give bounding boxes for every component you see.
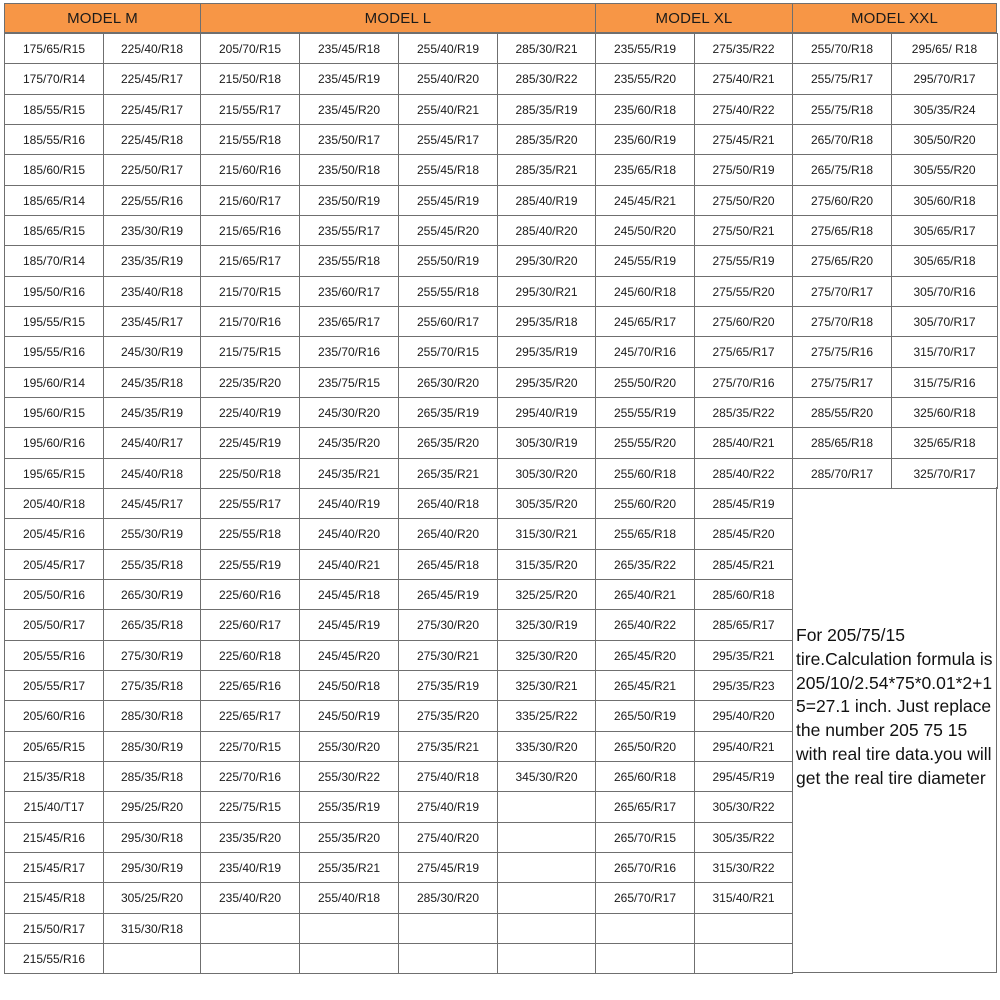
size-cell: 245/60/R18: [595, 276, 695, 307]
size-cell: 205/50/R17: [4, 609, 104, 641]
size-cell: 305/25/R20: [103, 882, 201, 914]
size-cell: 285/30/R18: [103, 700, 201, 732]
size-cell: 275/65/R17: [694, 336, 793, 368]
size-cell: 285/35/R20: [497, 124, 596, 155]
size-cell: 275/65/R18: [792, 215, 892, 246]
size-cell: 215/50/R18: [200, 63, 300, 95]
size-cell: 265/70/R17: [595, 882, 695, 914]
size-cell: 295/40/R19: [497, 397, 596, 428]
size-cell: 185/60/R15: [4, 154, 104, 186]
size-cell: 245/45/R18: [299, 579, 399, 610]
size-cell: 295/35/R21: [694, 640, 793, 671]
size-cell: 315/75/R16: [891, 367, 998, 398]
size-cell: 305/60/R18: [891, 185, 998, 216]
size-cell: 295/35/R18: [497, 306, 596, 337]
size-cell: 295/30/R18: [103, 822, 201, 853]
size-cell: 295/65/ R18: [891, 33, 998, 64]
size-cell: 235/75/R15: [299, 367, 399, 398]
size-cell: 225/35/R20: [200, 367, 300, 398]
size-cell: [694, 943, 793, 974]
size-cell: 285/35/R22: [694, 397, 793, 428]
size-cell: 285/70/R17: [792, 458, 892, 489]
size-cell: [497, 943, 596, 974]
size-cell: 295/30/R21: [497, 276, 596, 307]
size-cell: 245/50/R20: [595, 215, 695, 246]
size-cell: 295/35/R23: [694, 670, 793, 701]
size-cell: 215/45/R17: [4, 852, 104, 883]
size-cell: 235/60/R19: [595, 124, 695, 155]
size-cell: 285/40/R20: [497, 215, 596, 246]
size-cell: 225/70/R16: [200, 761, 300, 792]
size-cell: 275/75/R17: [792, 367, 892, 398]
size-cell: 255/35/R19: [299, 791, 399, 823]
size-cell: 265/40/R21: [595, 579, 695, 610]
size-cell: 235/55/R20: [595, 63, 695, 95]
size-cell: 295/30/R20: [497, 245, 596, 277]
size-cell: 275/70/R16: [694, 367, 793, 398]
size-cell: 275/30/R21: [398, 640, 498, 671]
size-cell: 225/50/R17: [103, 154, 201, 186]
header-model-m: MODEL M: [4, 3, 201, 33]
size-cell: 235/45/R18: [299, 33, 399, 64]
size-cell: 225/50/R18: [200, 458, 300, 489]
size-cell: 275/30/R20: [398, 609, 498, 641]
size-cell: 215/75/R15: [200, 336, 300, 368]
size-cell: 295/30/R19: [103, 852, 201, 883]
size-cell: 285/35/R19: [497, 94, 596, 125]
size-cell: 225/65/R17: [200, 700, 300, 732]
size-cell: 315/30/R18: [103, 913, 201, 944]
size-cell: 255/65/R18: [595, 518, 695, 550]
size-cell: 245/30/R20: [299, 397, 399, 428]
size-cell: 255/35/R18: [103, 549, 201, 580]
size-cell: 245/35/R19: [103, 397, 201, 428]
size-cell: 245/40/R19: [299, 488, 399, 519]
size-cell: 275/60/R20: [792, 185, 892, 216]
size-cell: 195/55/R15: [4, 306, 104, 337]
size-cell: 235/45/R17: [103, 306, 201, 337]
size-cell: [497, 822, 596, 853]
size-cell: 265/30/R20: [398, 367, 498, 398]
header-model-xl: MODEL XL: [595, 3, 793, 33]
size-cell: 305/35/R20: [497, 488, 596, 519]
size-cell: 265/45/R20: [595, 640, 695, 671]
size-cell: 215/65/R17: [200, 245, 300, 277]
size-cell: 255/45/R17: [398, 124, 498, 155]
formula-note: For 205/75/15 tire.Calculation formula is 205/10/2.54*75*0.01*2+15=27.1 inch. Just replace the number 205 75 15 with real tire data.you will get the real tire diameter: [796, 625, 993, 788]
size-cell: 265/40/R18: [398, 488, 498, 519]
size-cell: 225/70/R15: [200, 731, 300, 762]
size-cell: 305/70/R16: [891, 276, 998, 307]
size-cell: 225/40/R18: [103, 33, 201, 64]
size-cell: 255/75/R18: [792, 94, 892, 125]
size-cell: 205/45/R16: [4, 518, 104, 550]
size-cell: 265/40/R20: [398, 518, 498, 550]
size-cell: [595, 913, 695, 944]
size-cell: 275/40/R21: [694, 63, 793, 95]
size-cell: 275/35/R21: [398, 731, 498, 762]
size-cell: 275/40/R20: [398, 822, 498, 853]
size-cell: 245/35/R21: [299, 458, 399, 489]
size-cell: 285/45/R21: [694, 549, 793, 580]
size-cell: 265/35/R22: [595, 549, 695, 580]
size-cell: 295/25/R20: [103, 791, 201, 823]
size-cell: 245/35/R18: [103, 367, 201, 398]
size-cell: 215/45/R16: [4, 822, 104, 853]
size-cell: 275/60/R20: [694, 306, 793, 337]
size-cell: 265/45/R18: [398, 549, 498, 580]
size-cell: 275/35/R19: [398, 670, 498, 701]
size-cell: 305/70/R17: [891, 306, 998, 337]
size-cell: 255/70/R15: [398, 336, 498, 368]
size-cell: 335/25/R22: [497, 700, 596, 732]
size-cell: 315/40/R21: [694, 882, 793, 914]
size-cell: [497, 791, 596, 823]
size-cell: 205/55/R17: [4, 670, 104, 701]
size-cell: 205/70/R15: [200, 33, 300, 64]
size-cell: 225/60/R17: [200, 609, 300, 641]
size-cell: 255/45/R20: [398, 215, 498, 246]
size-cell: 255/70/R18: [792, 33, 892, 64]
size-cell: 195/60/R16: [4, 427, 104, 459]
size-cell: 235/40/R20: [200, 882, 300, 914]
size-cell: 255/40/R21: [398, 94, 498, 125]
size-cell: 295/35/R20: [497, 367, 596, 398]
size-cell: 205/40/R18: [4, 488, 104, 519]
size-cell: 215/45/R18: [4, 882, 104, 914]
size-cell: 325/30/R19: [497, 609, 596, 641]
size-cell: 205/50/R16: [4, 579, 104, 610]
size-cell: 245/40/R17: [103, 427, 201, 459]
size-cell: 185/65/R14: [4, 185, 104, 216]
size-cell: 275/75/R16: [792, 336, 892, 368]
size-cell: 255/30/R22: [299, 761, 399, 792]
size-cell: 215/40/T17: [4, 791, 104, 823]
size-cell: 225/45/R19: [200, 427, 300, 459]
size-cell: 235/50/R19: [299, 185, 399, 216]
size-cell: 185/55/R16: [4, 124, 104, 155]
size-cell: 225/55/R19: [200, 549, 300, 580]
size-cell: 315/30/R21: [497, 518, 596, 550]
size-cell: [694, 913, 793, 944]
size-cell: 215/60/R16: [200, 154, 300, 186]
size-cell: 275/50/R21: [694, 215, 793, 246]
size-cell: 255/35/R21: [299, 852, 399, 883]
size-cell: 235/65/R17: [299, 306, 399, 337]
size-cell: 225/60/R18: [200, 640, 300, 671]
size-cell: [497, 882, 596, 914]
size-cell: 255/60/R18: [595, 458, 695, 489]
size-cell: 275/50/R19: [694, 154, 793, 186]
size-cell: 185/65/R15: [4, 215, 104, 246]
size-cell: 235/70/R16: [299, 336, 399, 368]
size-cell: 235/55/R19: [595, 33, 695, 64]
size-cell: 245/45/R19: [299, 609, 399, 641]
size-cell: 215/60/R17: [200, 185, 300, 216]
size-cell: 225/55/R18: [200, 518, 300, 550]
size-cell: 275/30/R19: [103, 640, 201, 671]
size-cell: 325/60/R18: [891, 397, 998, 428]
size-cell: 325/30/R21: [497, 670, 596, 701]
size-cell: 285/45/R19: [694, 488, 793, 519]
size-cell: 275/50/R20: [694, 185, 793, 216]
size-cell: 295/45/R19: [694, 761, 793, 792]
size-cell: 235/60/R18: [595, 94, 695, 125]
size-cell: 285/65/R18: [792, 427, 892, 459]
size-cell: 305/30/R19: [497, 427, 596, 459]
size-cell: [497, 852, 596, 883]
size-cell: 225/45/R17: [103, 63, 201, 95]
size-cell: [103, 943, 201, 974]
size-cell: 295/40/R21: [694, 731, 793, 762]
size-cell: 295/40/R20: [694, 700, 793, 732]
size-cell: 215/55/R18: [200, 124, 300, 155]
size-cell: 255/55/R20: [595, 427, 695, 459]
size-cell: 235/50/R18: [299, 154, 399, 186]
size-cell: 305/65/R17: [891, 215, 998, 246]
size-cell: 325/30/R20: [497, 640, 596, 671]
size-cell: 265/35/R20: [398, 427, 498, 459]
size-cell: 245/40/R20: [299, 518, 399, 550]
size-cell: 175/65/R15: [4, 33, 104, 64]
size-cell: 255/30/R20: [299, 731, 399, 762]
size-cell: 245/50/R19: [299, 700, 399, 732]
size-cell: 305/35/R22: [694, 822, 793, 853]
size-cell: 205/45/R17: [4, 549, 104, 580]
size-cell: 295/70/R17: [891, 63, 998, 95]
size-cell: 215/35/R18: [4, 761, 104, 792]
size-cell: 255/60/R20: [595, 488, 695, 519]
size-cell: 305/50/R20: [891, 124, 998, 155]
size-cell: 245/55/R19: [595, 245, 695, 277]
size-cell: 275/70/R17: [792, 276, 892, 307]
size-cell: 285/55/R20: [792, 397, 892, 428]
size-cell: 265/70/R15: [595, 822, 695, 853]
size-cell: 265/70/R16: [595, 852, 695, 883]
size-cell: 285/65/R17: [694, 609, 793, 641]
size-cell: 305/30/R20: [497, 458, 596, 489]
size-cell: 245/40/R21: [299, 549, 399, 580]
size-cell: 225/45/R18: [103, 124, 201, 155]
size-cell: 305/30/R22: [694, 791, 793, 823]
size-cell: 195/65/R15: [4, 458, 104, 489]
size-cell: 305/65/R18: [891, 245, 998, 277]
size-cell: 245/50/R18: [299, 670, 399, 701]
size-cell: 325/70/R17: [891, 458, 998, 489]
size-cell: 245/45/R21: [595, 185, 695, 216]
size-cell: [595, 943, 695, 974]
size-cell: 245/45/R17: [103, 488, 201, 519]
size-cell: 265/60/R18: [595, 761, 695, 792]
size-cell: 275/40/R18: [398, 761, 498, 792]
size-cell: 315/70/R17: [891, 336, 998, 368]
size-cell: 265/35/R18: [103, 609, 201, 641]
size-cell: 325/65/R18: [891, 427, 998, 459]
header-model-l: MODEL L: [200, 3, 596, 33]
size-cell: 305/55/R20: [891, 154, 998, 186]
size-cell: 225/45/R17: [103, 94, 201, 125]
size-cell: 255/45/R18: [398, 154, 498, 186]
size-cell: 285/45/R20: [694, 518, 793, 550]
size-cell: 345/30/R20: [497, 761, 596, 792]
size-cell: 225/60/R16: [200, 579, 300, 610]
size-cell: 215/70/R15: [200, 276, 300, 307]
size-cell: [299, 943, 399, 974]
size-cell: 225/75/R15: [200, 791, 300, 823]
size-cell: 235/45/R20: [299, 94, 399, 125]
size-cell: 205/65/R15: [4, 731, 104, 762]
size-cell: 205/60/R16: [4, 700, 104, 732]
size-cell: 255/75/R17: [792, 63, 892, 95]
size-cell: 285/30/R19: [103, 731, 201, 762]
size-cell: 255/50/R20: [595, 367, 695, 398]
size-cell: 285/30/R20: [398, 882, 498, 914]
size-cell: 225/40/R19: [200, 397, 300, 428]
size-cell: 195/60/R14: [4, 367, 104, 398]
size-cell: 305/35/R24: [891, 94, 998, 125]
size-cell: 225/55/R16: [103, 185, 201, 216]
size-cell: 235/45/R19: [299, 63, 399, 95]
size-cell: 335/30/R20: [497, 731, 596, 762]
size-cell: 245/65/R17: [595, 306, 695, 337]
size-cell: 215/55/R17: [200, 94, 300, 125]
size-cell: 315/35/R20: [497, 549, 596, 580]
size-cell: 245/45/R20: [299, 640, 399, 671]
size-cell: 255/60/R17: [398, 306, 498, 337]
size-cell: 315/30/R22: [694, 852, 793, 883]
size-cell: 275/35/R20: [398, 700, 498, 732]
size-cell: 215/50/R17: [4, 913, 104, 944]
size-cell: 275/70/R18: [792, 306, 892, 337]
size-cell: 275/55/R19: [694, 245, 793, 277]
size-cell: 275/45/R19: [398, 852, 498, 883]
size-cell: 255/30/R19: [103, 518, 201, 550]
size-cell: 285/40/R22: [694, 458, 793, 489]
size-cell: 235/40/R18: [103, 276, 201, 307]
size-cell: 205/55/R16: [4, 640, 104, 671]
size-cell: 175/70/R14: [4, 63, 104, 95]
size-cell: 235/55/R18: [299, 245, 399, 277]
size-cell: 235/55/R17: [299, 215, 399, 246]
size-cell: 235/65/R18: [595, 154, 695, 186]
size-cell: [398, 913, 498, 944]
size-cell: 255/35/R20: [299, 822, 399, 853]
size-cell: [398, 943, 498, 974]
size-cell: 265/50/R20: [595, 731, 695, 762]
size-cell: 255/40/R18: [299, 882, 399, 914]
size-cell: [497, 913, 596, 944]
size-cell: 285/40/R19: [497, 185, 596, 216]
size-cell: 285/40/R21: [694, 427, 793, 459]
size-cell: 265/35/R21: [398, 458, 498, 489]
size-cell: 265/75/R18: [792, 154, 892, 186]
size-cell: 265/45/R19: [398, 579, 498, 610]
size-cell: 215/55/R16: [4, 943, 104, 974]
size-cell: 285/35/R18: [103, 761, 201, 792]
size-cell: 255/40/R20: [398, 63, 498, 95]
size-cell: 285/30/R21: [497, 33, 596, 64]
size-cell: 285/30/R22: [497, 63, 596, 95]
size-cell: 215/70/R16: [200, 306, 300, 337]
size-cell: 245/40/R18: [103, 458, 201, 489]
size-cell: 235/50/R17: [299, 124, 399, 155]
size-cell: 255/45/R19: [398, 185, 498, 216]
size-cell: 245/30/R19: [103, 336, 201, 368]
size-cell: 185/70/R14: [4, 245, 104, 277]
size-cell: 275/55/R20: [694, 276, 793, 307]
size-cell: 235/35/R20: [200, 822, 300, 853]
size-cell: 255/40/R19: [398, 33, 498, 64]
size-cell: 285/35/R21: [497, 154, 596, 186]
size-cell: 195/50/R16: [4, 276, 104, 307]
size-cell: 185/55/R15: [4, 94, 104, 125]
size-cell: 265/50/R19: [595, 700, 695, 732]
size-cell: 195/55/R16: [4, 336, 104, 368]
size-cell: 195/60/R15: [4, 397, 104, 428]
size-cell: 275/40/R22: [694, 94, 793, 125]
size-cell: 235/60/R17: [299, 276, 399, 307]
size-cell: 225/65/R16: [200, 670, 300, 701]
size-cell: 265/40/R22: [595, 609, 695, 641]
size-cell: 295/35/R19: [497, 336, 596, 368]
size-cell: 275/40/R19: [398, 791, 498, 823]
size-cell: [200, 943, 300, 974]
size-cell: 235/35/R19: [103, 245, 201, 277]
size-cell: 275/65/R20: [792, 245, 892, 277]
size-cell: 225/55/R17: [200, 488, 300, 519]
size-cell: 265/35/R19: [398, 397, 498, 428]
size-cell: 235/30/R19: [103, 215, 201, 246]
size-cell: 275/35/R18: [103, 670, 201, 701]
size-cell: 245/35/R20: [299, 427, 399, 459]
size-cell: 325/25/R20: [497, 579, 596, 610]
size-cell: 215/65/R16: [200, 215, 300, 246]
size-cell: 255/55/R18: [398, 276, 498, 307]
size-cell: 245/70/R16: [595, 336, 695, 368]
size-cell: 255/55/R19: [595, 397, 695, 428]
size-cell: 265/30/R19: [103, 579, 201, 610]
size-cell: [299, 913, 399, 944]
size-cell: [200, 913, 300, 944]
size-cell: 265/45/R21: [595, 670, 695, 701]
size-cell: 275/35/R22: [694, 33, 793, 64]
size-cell: 265/65/R17: [595, 791, 695, 823]
size-cell: 275/45/R21: [694, 124, 793, 155]
size-cell: 265/70/R18: [792, 124, 892, 155]
size-cell: 285/60/R18: [694, 579, 793, 610]
header-model-xxl: MODEL XXL: [792, 3, 997, 33]
size-cell: 235/40/R19: [200, 852, 300, 883]
size-cell: 255/50/R19: [398, 245, 498, 277]
